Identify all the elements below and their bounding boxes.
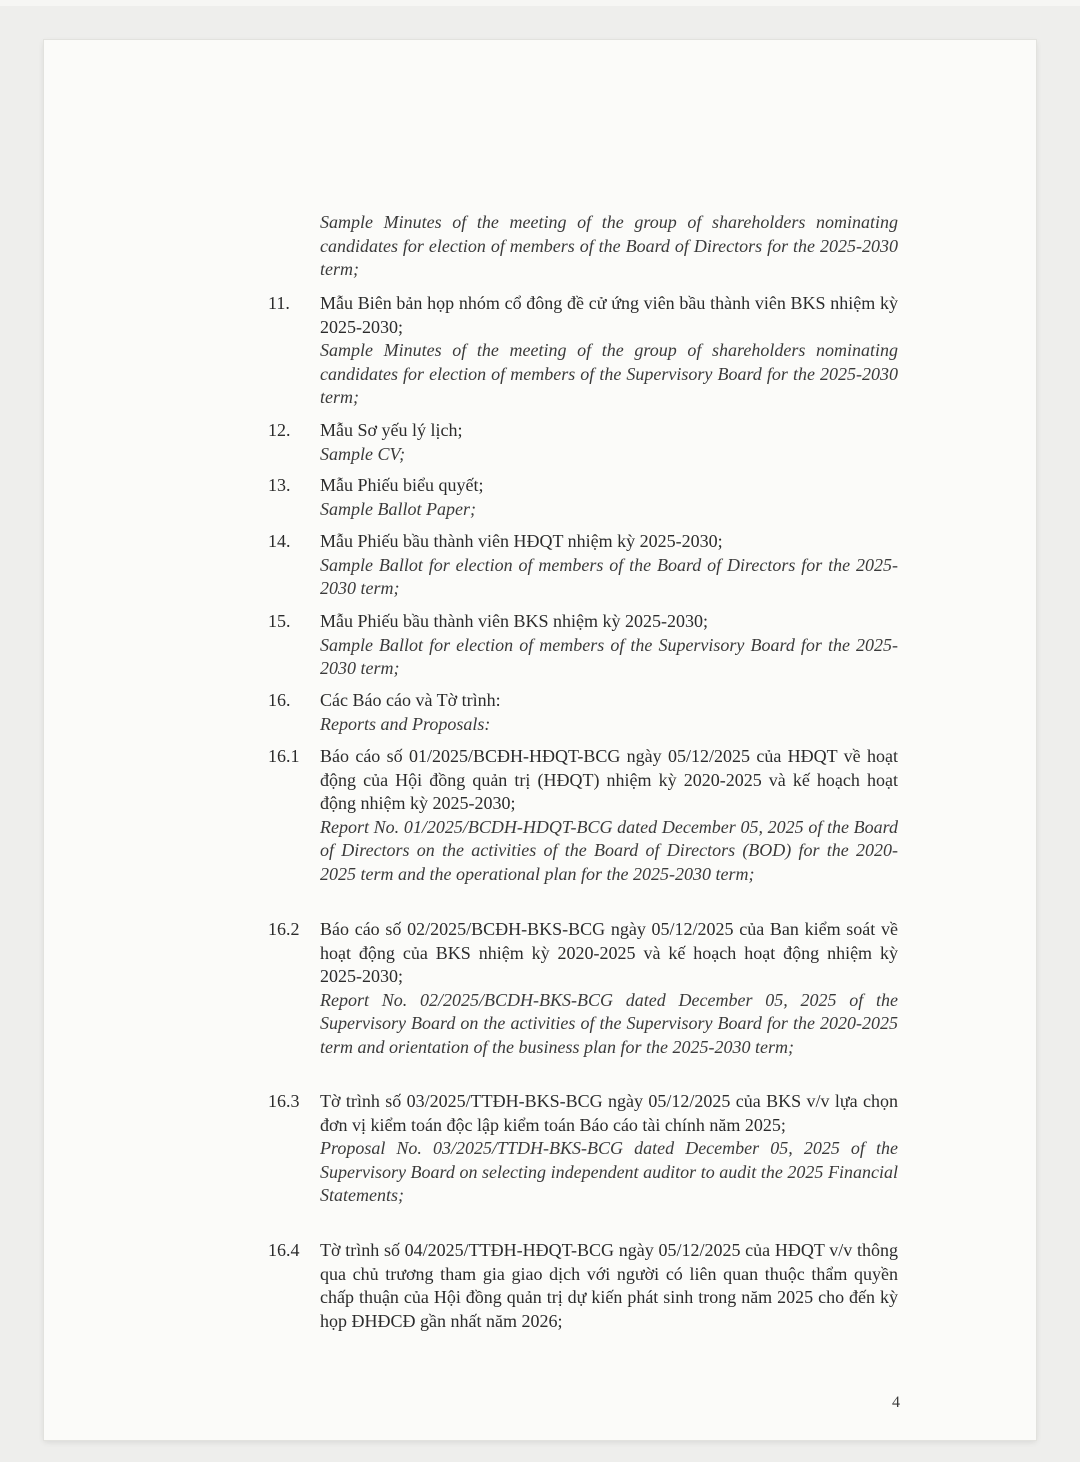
item-text	[320, 1090, 898, 1208]
item-text	[320, 419, 898, 466]
item-en-text: Sample Ballot for election of members of the Board of Directors for the 2025-2030 term;	[320, 554, 898, 598]
viewer-top-strip	[0, 0, 1080, 6]
item-en-text: Sample Minutes of the meeting of the group of shareholders nominating candidates for election of members of the Supervisory Board for the 2025-2030 term;	[320, 340, 898, 407]
document-page	[44, 40, 1036, 1440]
item-number: 16.	[268, 690, 291, 710]
item-vn-text: Báo cáo số 02/2025/BCĐH-BKS-BCG ngày 05/12/2025 của Ban kiểm soát về hoạt động của BKS nhiệm kỳ 2020-2025 và kế hoạch hoạt động nhiệm kỳ 2025-2030;	[320, 919, 898, 986]
item-en-text: Sample Ballot Paper;	[320, 498, 476, 519]
item-number: 12.	[268, 420, 291, 440]
item-vn-text: Tờ trình số 04/2025/TTĐH-HĐQT-BCG ngày 05/12/2025 của HĐQT v/v thông qua chủ trương tham gia giao dịch với người có liên quan thuộc thẩm quyền chấp thuận của Hội đồng quản trị dự kiến phát sinh trong năm 2025 cho đến kỳ họp ĐHĐCĐ gần nhất năm 2026;	[320, 1240, 898, 1331]
item-number: 16.1	[268, 746, 300, 766]
item-en-text: Sample Ballot for election of members of the Supervisory Board for the 2025-2030 term;	[320, 634, 898, 678]
item-text	[320, 689, 898, 736]
item-en-text: Sample CV;	[320, 443, 406, 464]
lead-text	[320, 211, 898, 282]
item-en-text: Report No. 02/2025/BCDH-BKS-BCG dated December 05, 2025 of the Supervisory Board on the activities of the Supervisory Board for the 2020-2025 term and orientation of the business plan for the 2025-2030 term;	[320, 989, 898, 1057]
item-vn-text: Mẫu Sơ yếu lý lịch;	[320, 420, 463, 440]
item-text	[320, 530, 898, 601]
item-number: 16.2	[268, 919, 300, 939]
item-text	[320, 610, 898, 681]
item-vn-text: Mẫu Phiếu biểu quyết;	[320, 475, 484, 495]
item-text	[320, 918, 898, 1059]
item-en-text: Report No. 01/2025/BCDH-HDQT-BCG dated December 05, 2025 of the Board of Directors on the activities of the Board of Directors (BOD) for the 2020-2025 term and the operational plan for the 2025-2030 term;	[320, 816, 898, 884]
item-en-text: Proposal No. 03/2025/TTDH-BKS-BCG dated December 05, 2025 of the Supervisory Board on selecting independent auditor to audit the 2025 Financial Statements;	[320, 1138, 898, 1205]
item-number: 16.3	[268, 1091, 300, 1111]
item-text	[320, 292, 898, 410]
item-vn-text: Các Báo cáo và Tờ trình:	[320, 690, 501, 710]
item-vn-text: Mẫu Phiếu bầu thành viên BKS nhiệm kỳ 2025-2030;	[320, 611, 708, 631]
item-en-text: Reports and Proposals:	[320, 713, 491, 734]
item-number: 14.	[268, 531, 291, 551]
item-vn-text: Mẫu Phiếu bầu thành viên HĐQT nhiệm kỳ 2025-2030;	[320, 531, 723, 551]
item-text	[320, 1239, 898, 1333]
item-text	[320, 745, 898, 886]
item-number: 11.	[268, 293, 290, 313]
page-number: 4	[892, 1394, 900, 1411]
item-vn-text: Mẫu Biên bản họp nhóm cổ đông đề cử ứng viên bầu thành viên BKS nhiệm kỳ 2025-2030;	[320, 293, 898, 337]
item-vn-text: Tờ trình số 03/2025/TTĐH-BKS-BCG ngày 05/12/2025 của BKS v/v lựa chọn đơn vị kiểm toán độc lập kiểm toán Báo cáo tài chính năm 2025;	[320, 1091, 898, 1135]
item-number: 16.4	[268, 1240, 300, 1260]
item-number: 13.	[268, 475, 291, 495]
item-vn-text: Báo cáo số 01/2025/BCĐH-HĐQT-BCG ngày 05/12/2025 của HĐQT về hoạt động của Hội đồng quản trị (HĐQT) nhiệm kỳ 2020-2025 và kế hoạch hoạt động nhiệm kỳ 2025-2030;	[320, 746, 898, 813]
lead-en-text: Sample Minutes of the meeting of the group of shareholders nominating candidates for election of members of the Board of Directors for the 2025-2030 term;	[320, 212, 898, 279]
item-text	[320, 474, 898, 521]
item-number: 15.	[268, 611, 291, 631]
